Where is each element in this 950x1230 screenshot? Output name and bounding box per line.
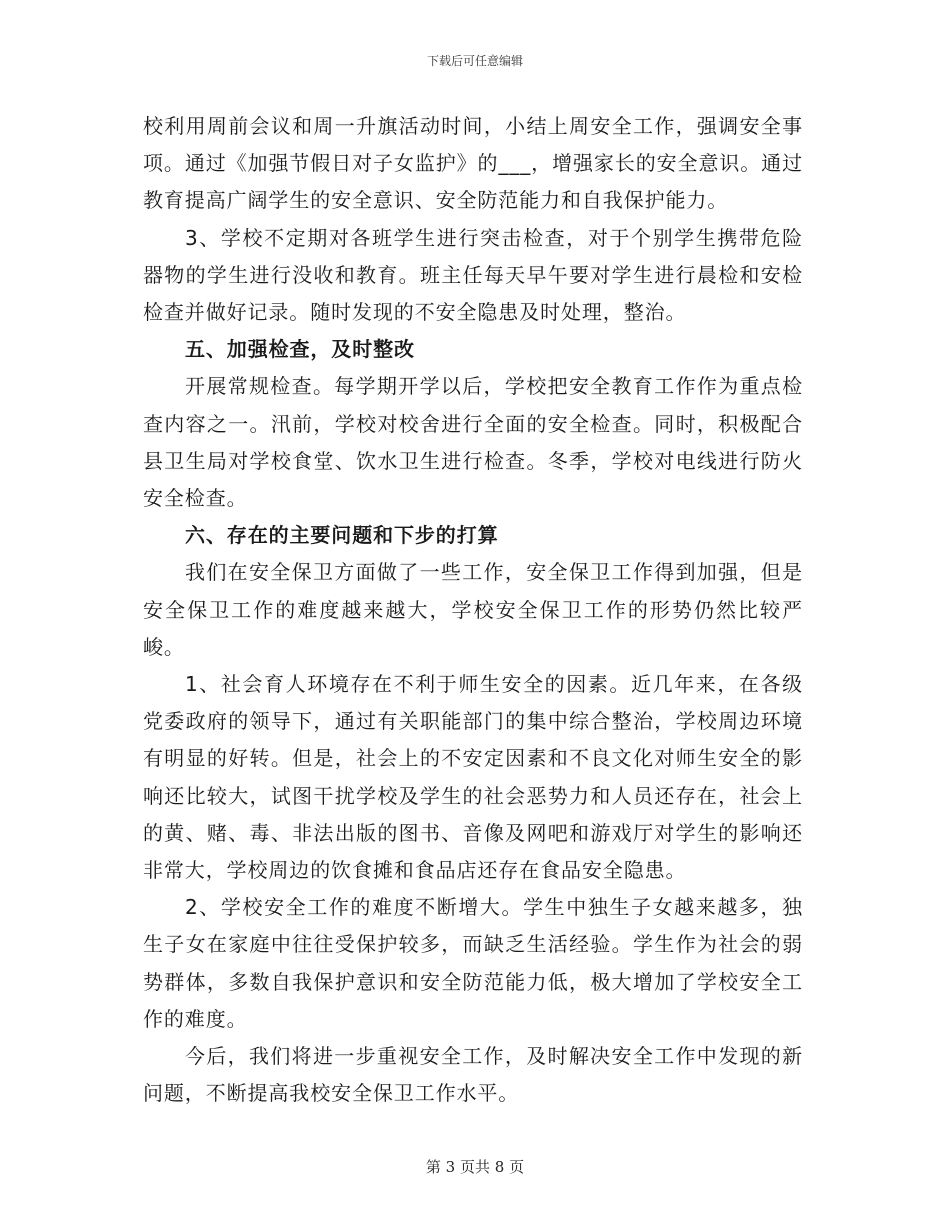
paragraph-conclusion: 今后，我们将进一步重视安全工作，及时解决安全工作中发现的新问题，不断提高我校安全保卫工作水平。 bbox=[143, 1044, 803, 1106]
paragraph-item-3: 3、学校不定期对各班学生进行突击检查，对于个别学生携带危险器物的学生进行没收和教育。班主任每天早午要对学生进行晨检和安检检查并做好记录。随时发现的不安全隐患及时处理，整治。 bbox=[143, 225, 803, 325]
section-heading-5: 五、加强检查，及时整改 bbox=[185, 337, 415, 362]
paragraph-problem-1: 1、社会育人环境存在不利于师生安全的因素。近几年来，在各级党委政府的领导下，通过有关职能部门的集中综合整治，学校周边环境有明显的好转。但是，社会上的不安定因素和不良文化对师生安全的影响还比较大，试图干扰学校及学生的社会恶势力和人员还存在，社会上的黄、赌、毒、非法出版的图书、音像及网吧和游戏厅对学生的影响还非常大，学校周边的饮食摊和食品店还存在食品安全隐患。 bbox=[143, 672, 803, 883]
paragraph-continuation: 校利用周前会议和周一升旗活动时间，小结上周安全工作，强调安全事项。通过《加强节假日对子女监护》的___，增强家长的安全意识。通过教育提高广阔学生的安全意识、安全防范能力和自我保护能力。 bbox=[143, 114, 803, 213]
page-header-note: 下载后可任意编辑 bbox=[426, 54, 523, 68]
paragraph-problem-2: 2、学校安全工作的难度不断增大。学生中独生子女越来越多，独生子女在家庭中往往受保护较多，而缺乏生活经验。学生作为社会的弱势群体，多数自我保护意识和安全防范能力低，极大增加了学校安全工作的难度。 bbox=[143, 895, 803, 1031]
paragraph-overview: 我们在安全保卫方面做了一些工作，安全保卫工作得到加强，但是安全保卫工作的难度越来越大，学校安全保卫工作的形势仍然比较严峻。 bbox=[143, 560, 803, 659]
section-heading-6: 六、存在的主要问题和下步的打算 bbox=[185, 523, 499, 548]
document-body bbox=[143, 108, 803, 1112]
paragraph-routine-inspection: 开展常规检查。每学期开学以后，学校把安全教育工作作为重点检查内容之一。汛前，学校对校舍进行全面的安全检查。同时，积极配合县卫生局对学校食堂、饮水卫生进行检查。冬季，学校对电线进行防火安全检查。 bbox=[143, 374, 803, 511]
page-number: 第 3 页共 8 页 bbox=[425, 1158, 525, 1176]
